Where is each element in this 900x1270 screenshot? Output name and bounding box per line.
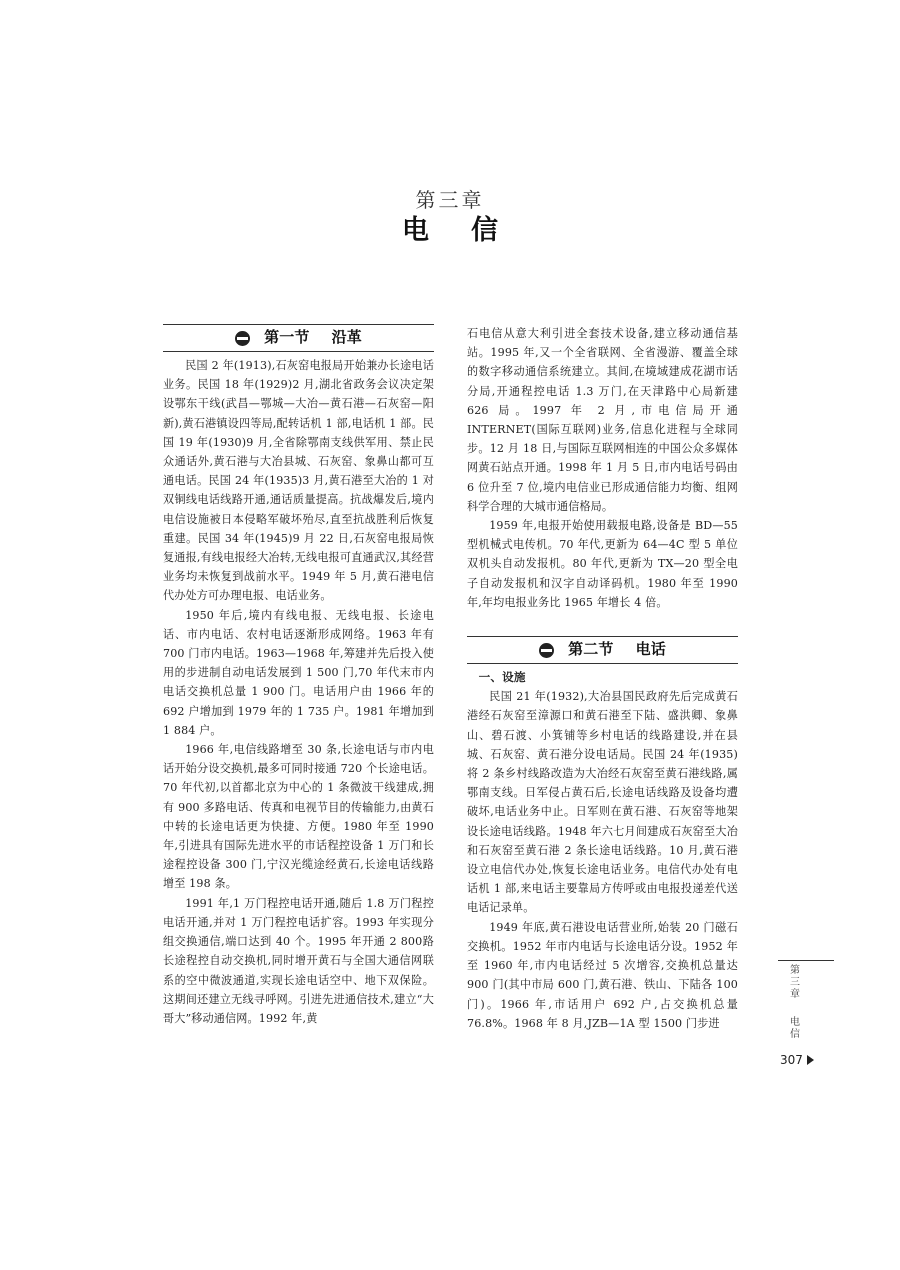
chapter-number: 第三章 [415, 188, 485, 212]
section-2-title: 电话 [635, 640, 666, 659]
section-1-title: 沿革 [331, 328, 362, 347]
page-arrow-icon [807, 1055, 814, 1065]
subsection-heading: 一、设施 [478, 670, 526, 685]
paragraph: 1949 年底,黄石港设电话营业所,始装 20 门磁石交换机。1952 年市内电话与长途电话分设。1952 年至 1960 年,市内电话经过 5 次增容,交换机总量达 900 门(其中市局 600 门,黄石港、铁山、下陆各 100 门)。1966 年,市话用户 692 户,占交换机总量 76.8%。1968 年 8 月,JZB—1A 型 1500 门步进 [467, 920, 738, 1030]
left-column [163, 324, 434, 1028]
section-bullet-icon [539, 643, 554, 658]
paragraph: 民国 2 年(1913),石灰窑电报局开始兼办长途电话业务。民国 18 年(1929)2 月,湖北省政务会议决定架设鄂东干线(武昌—鄂城—大冶—黄石港—石灰窑—阳新),黄石港镇设四等局,配转话机 1 部,电话机 1 部。民国 19 年(1930)9 月,全省除鄂南支线供军用、禁止民众通话外,黄石港与大冶县城、石灰窑、象鼻山都可互通电话。民国 24 年(1935)3 月,黄石港至大冶的 1 对双铜线电话线路开通,通话质量提高。抗战爆发后,境内电信设施被日本侵略军破坏殆尽,直至抗战胜利后恢复重建。民国 34 年(1945)9 月 22 日,石灰窑电报局恢复通报,有线电报经大冶转,无线电报可直通武汉,其经营业务均未恢复到战前水平。1949 年 5 月,黄石港电信代办处方可办理电报、电话业务。 [163, 359, 434, 603]
section-bullet-icon [235, 331, 250, 346]
paragraph: 1966 年,电信线路增至 30 条,长途电话与市内电话开始分设交换机,最多可同时接通 720 个长途电话。70 年代初,以首都北京为中心的 1 条微波干线建成,拥有 900 多路电话、传真和电视节目的传输能力,由黄石中转的长途电话更为快捷、方便。1980 年至 1990 年,引进具有国际先进水平的市话程控设备 1 万门和长途程控设备 300 门,宁汉光缆途经黄石,长途电话线路增至 198 条。 [163, 743, 434, 891]
right-column [467, 324, 738, 1033]
paragraph: 1991 年,1 万门程控电话开通,随后 1.8 万门程控电话开通,并对 1 万门程控电话扩容。1993 年实现分组交换通信,端口达到 40 个。1995 年开通 2 800路长途程控自动交换机,同时增开黄石与全国大通信网联系的空中微波通道,实现长途电话空中、地下双保险。这期间还建立无线寻呼网。引进先进通信技术,建立“大哥大”移动通信网。1992 年,黄 [163, 896, 434, 1025]
paragraph: 民国 21 年(1932),大冶县国民政府先后完成黄石港经石灰窑至漳源口和黄石港至下陆、盛洪卿、象鼻山、碧石渡、小箕铺等乡村电话的线路建设,并在县城、石灰窑、黄石港分设电话局。民国 24 年(1935)将 2 条乡村线路改造为大冶经石灰窑至黄石港线路,属鄂南支线。日军侵占黄石后,长途电话线路及设备均遭破坏,电话业务中止。日军则在黄石港、石灰窑等地架设长途电话线路。1948 年六七月间建成石灰窑至大冶和石灰窑至黄石港 2 条长途电话线路。10 月,黄石港设立电信代办处,恢复长途电话业务。电信代办处有电话机 1 部,来电话主要靠局方传呼或由电报投递差代送电话记录单。 [467, 690, 738, 915]
chapter-title [0, 208, 900, 247]
section-1-number: 第一节 [264, 328, 310, 347]
section-2-heading [467, 636, 738, 664]
paragraph-continued: 石电信从意大利引进全套技术设备,建立移动通信基站。1995 年,又一个全省联网、全省漫游、覆盖全球的数字移动通信系统建立。其间,在境域建成花湖市话分局,开通程控电话 1.3 万门,在天津路中心局新建 626 局。1997 年 2 月,市电信局开通 INTERNET(国际互联网)业务,信息化进程与全球同步。12 月 18 日,与国际互联网相连的中国公众多媒体网黄石站点开通。1998 年 1 月 5 日,市内电话号码由 6 位升至 7 位,境内电信业已形成通信能力均衡、组网科学合理的大城市通信格局。 [467, 327, 738, 513]
side-tab-chapter: 第三章 [790, 965, 800, 1000]
page-number [780, 1053, 814, 1067]
side-tab-title: 电信 [790, 1017, 800, 1040]
page-number-text: 307 [780, 1053, 803, 1067]
chapter-title-char-1: 电 [402, 215, 429, 246]
paragraph: 1950 年后,境内有线电报、无线电报、长途电话、市内电话、农村电话逐渐形成网络。1963 年有 700 门市内电话。1963—1968 年,筹建并先后投入使用的步进制自动电话发展到 1 500 门,70 年代末市内电话交换机总量 1 900 门。电话用户由 1966 年的 692 户增加到 1979 年的 1 735 户。1981 年增加到 1 884 户。 [163, 608, 434, 737]
section-2-number: 第二节 [568, 640, 614, 659]
chapter-title-char-2: 信 [471, 215, 498, 246]
section-1-heading [163, 324, 434, 352]
side-chapter-tab [778, 960, 834, 1040]
paragraph: 1959 年,电报开始使用载报电路,设备是 BD—55 型机械式电传机。70 年代,更新为 64—4C 型 5 单位双机头自动发报机。80 年代,更新为 TX—20 型全电子自动发报机和汉字自动译码机。1980 年至 1990 年,年均电报业务比 1965 年增长 4 倍。 [467, 519, 738, 609]
